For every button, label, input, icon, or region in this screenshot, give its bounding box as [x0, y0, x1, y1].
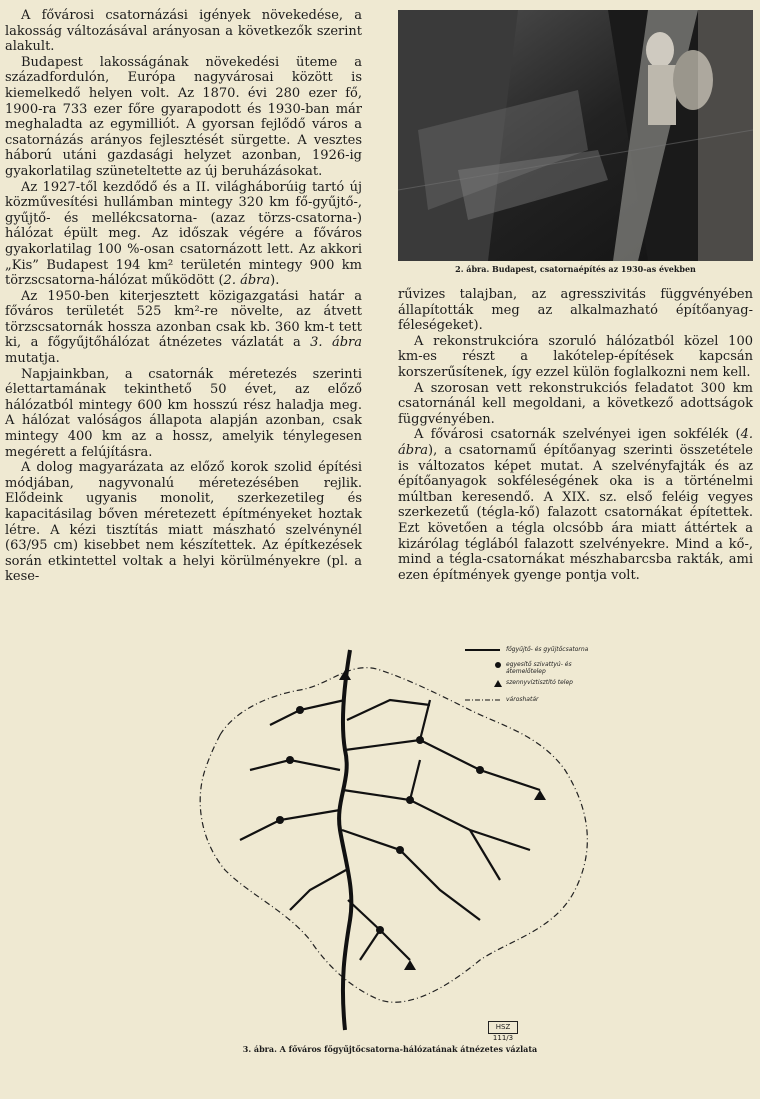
left-column: [5, 8, 362, 585]
map-legend: [465, 650, 502, 700]
sewer-network-map: [180, 640, 600, 1035]
left-column-paragraph: Az 1950-ben kiterjesztett közigazgatási határ a főváros területét 525 km²-re növelte, az átvett törzscsatornák hossza azonban csak kb. 360 km-t tett ki, a főgyűjtőhálózat átnézetes vázlatát a 3. ábra mutatja.: [5, 288, 363, 367]
legend-boundary: városhatár: [506, 696, 539, 703]
map-caption: 3. ábra. A főváros főgyűjtőcsatorna-hálózatának átnézetes vázlata: [242, 1044, 538, 1054]
legend-treatment: szennyvíztisztító telep: [506, 679, 573, 686]
right-column-paragraph: A fővárosi csatornák szelvényei igen sokfélék (4. ábra), a csatornamű építőanyag szerinti összetétele is változatos képet mutat. A szelvényfajták és az építőanyagok sokféleségének oka is a történelmi múltban keresendő. A XIX. sz. első feléig vegyes szerkezetű (tégla-kő) falazott csatornákat építettek. Ezt követően a tégla olcsóbb ára miatt áttértek a kizárólag téglából falazott szelvényekre. Mind a kő-, mind a tégla-csatornákat mészhabarcsba rakták, ami ezen építmények gyenge pontja volt.: [398, 427, 753, 583]
map-stamp: HSZ 111/3: [488, 1021, 518, 1034]
left-column-paragraph: A fővárosi csatornázási igények növekedése, a lakosság változásával arányosan a következők szerint alakult.: [5, 8, 362, 55]
left-column-paragraph: Napjainkban, a csatornák méretezés szerinti élettartamának tekinthető 50 évet, az előző hálózatból mintegy 600 km hosszú rész haladja meg. A hálózat valóságos állapota alapján azonban, csak mintegy 400 km az a hossz, amelyik ténylegesen megérett a felújításra.: [5, 366, 362, 460]
right-column-paragraph: rűvizes talajban, az agresszivitás függvényében állapították meg az alkalmazható építőanyag-féleségeket).: [398, 287, 753, 334]
right-column-paragraph: A szorosan vett rekonstrukciós feladatot 300 km csatornánál kell megoldani, a következő adottságok függvényében.: [398, 380, 753, 427]
danube-river: [339, 650, 351, 1030]
photo-caption: 2. ábra. Budapest, csatornaépítés az 1930-as években: [455, 264, 696, 274]
legend-pumping: egyesítő szivattyú- és átemelőtelep: [506, 661, 572, 675]
left-column-paragraph: A dolog magyarázata az előző korok szolid építési módjában, nagyvonalú méretezésében rejlik. Elődeink ugyanis monolit, szerkezetileg és kapacitásilag bőven méretezett építményeket hoztak létre. A kézi tisztítás miatt mászható szelvénynél (63/95 cm) kisebbet nem készítettek. Az építkezések során etkintettel voltak a helyi körülményekre (pl. a kese-: [5, 460, 362, 585]
main-collectors: [240, 700, 540, 960]
photo-image: [398, 10, 753, 261]
right-column: [398, 287, 753, 583]
treatment-plants: [339, 670, 546, 970]
left-column-paragraph: Az 1927-től kezdődő és a II. világháborúig tartó új közművesítési hullámban mintegy 320 km fő-gyűjtő-, gyűjtő- és mellékcsatorna- (azaz törzs-csatorna-) hálózat épült meg. Az időszak végére a főváros gyakorlatilag 100 %-osan csatornázott lett. Az akkori „Kis” Budapest 194 km² területén mintegy 900 km törzscsatorna-hálózat működött (2. ábra).: [5, 179, 362, 289]
city-boundary: [200, 668, 587, 1003]
left-column-paragraph: Budapest lakosságának növekedési üteme a századfordulón, Európa nagyvárosai között is kiemelkedő helyen volt. Az 1870. évi 280 ezer fő, 1900-ra 733 ezer főre gyarapodott és 1930-ban már meghaladta az egymilliót. A gyorsan fejlődő város a csatornázás arányos fejlesztését sürgette. A vesztes háború utáni gazdasági helyzet azonban, 1926-ig gyakorlatilag szüneteltette az új beruházásokat.: [5, 54, 362, 179]
right-column-paragraph: A rekonstrukcióra szoruló hálózatból közel 100 km-es részt a lakótelep-építések kapcsán korszerűsítenek, így ezzel külön foglalkozni nem kell.: [398, 333, 753, 380]
construction-photo: [398, 10, 753, 261]
legend-collector: főgyűjtő- és gyűjtőcsatorna: [506, 646, 589, 653]
